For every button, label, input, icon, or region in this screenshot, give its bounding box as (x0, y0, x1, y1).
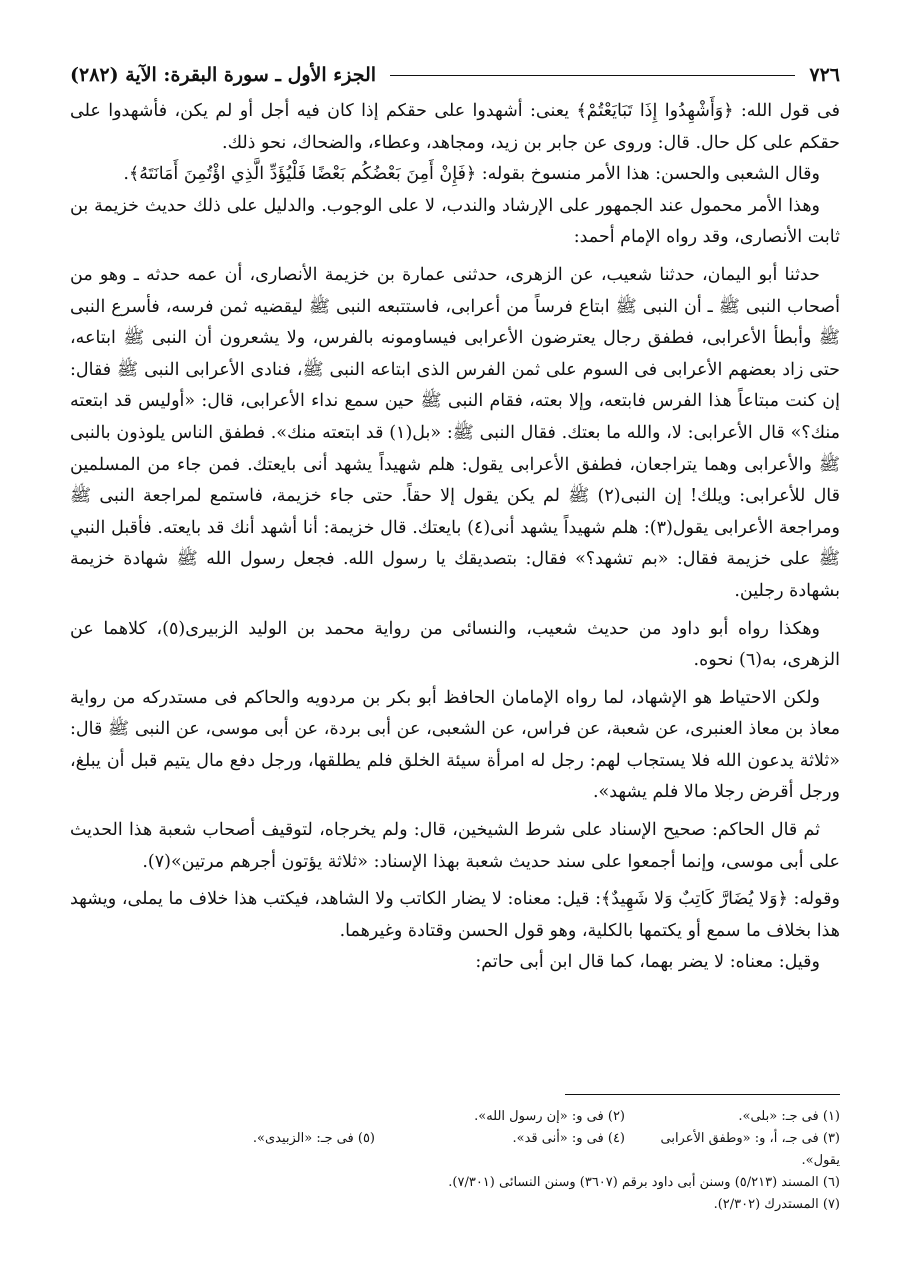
footnote: (٥) فى جـ: «الزبيدى». (252, 1131, 375, 1146)
paragraph: وقيل: معناه: لا يضر بهما، كما قال ابن أبى حاتم: (475, 952, 820, 973)
footnote-row (70, 1194, 840, 1216)
footnote: (٧) المستدرك (٢/٣٠٢). (713, 1197, 840, 1212)
footnote: (٣) فى جـ، أ، و: «وطفق الأعرابى يقول». (660, 1131, 840, 1168)
page-header (70, 60, 840, 90)
footnote: (٤) فى و: «أنى قد». (512, 1131, 625, 1146)
footnote-row (70, 1106, 840, 1128)
paragraph: وقال الشعبى والحسن: هذا الأمر منسوخ بقوله: ﴿فَإِنْ أَمِنَ بَعْضُكُم بَعْضًا فَلْيُؤَدِّ الَّذِي اؤْتُمِنَ أَمَانَتَهُ﴾. (123, 164, 820, 185)
paragraph: وهكذا رواه أبو داود من حديث شعيب، والنسائى من رواية محمد بن الوليد الزبيرى(٥)، كلاهما عن الزهرى، به(٦) نحوه. (70, 618, 840, 671)
footnote-row (70, 1172, 840, 1194)
paragraph: وقوله: ﴿وَلا يُضَارَّ كَاتِبٌ وَلا شَهِيدٌ﴾: قيل: معناه: لا يضار الكاتب ولا الشاهد، فيكتب هذا خلاف ما يملى، ويشهد هذا بخلاف ما سمع أو يكتمها بالكلية، وهو قول الحسن وقتادة وغيرهما. (70, 889, 840, 941)
footnote-row (70, 1128, 840, 1172)
footnote: (٦) المسند (٥/٢١٣) وسنن أبى داود برقم (٣٦٠٧) وسنن النسائى (٧/٣٠١). (448, 1175, 840, 1190)
paragraph: ثم قال الحاكم: صحيح الإسناد على شرط الشيخين، قال: ولم يخرجاه، لتوقيف أصحاب شعبة هذا الحديث على أبى موسى، وإنما أجمعوا على سند حديث شعبة بهذا الإسناد: «ثلاثة يؤتون أجرهم مرتين»(٧). (70, 820, 840, 872)
main-text (70, 96, 840, 979)
paragraph: وهذا الأمر محمول عند الجمهور على الإرشاد والندب، لا على الوجوب. والدليل على ذلك حديث خزيمة بن ثابت الأنصارى، وقد رواه الإمام أحمد: (70, 195, 840, 248)
header-rule (390, 75, 795, 76)
hadith-paragraph: حدثنا أبو اليمان، حدثنا شعيب، عن الزهرى، حدثنى عمارة بن خزيمة الأنصارى، أن عمه حدثه ـ وهو من أصحاب النبى ﷺ ـ أن النبى ﷺ ابتاع فرساً من أعرابى، فاستتبعه النبى ﷺ ليقضيه ثمن فرسه، فأسرع النبى ﷺ وأبطأ الأعرابى، فطفق رجال يعترضون الأعرابى فيساومونه بالفرس، ولا يشعرون أن النبى ﷺ ابتاعه، حتى زاد بعضهم الأعرابى فى السوم على ثمن الفرس الذى ابتاعه النبى ﷺ، فنادى الأعرابى النبى ﷺ فقال: إن كنت مبتاعاً هذا الفرس فابتعه، وإلا بعته، فقام النبى ﷺ حين سمع نداء الأعرابى، قال: «أوليس قد ابتعته منك؟» قال الأعرابى: لا، والله ما بعتك. فقال النبى ﷺ: «بل(١) قد ابتعته منك». فطفق الناس يلوذون بالنبى ﷺ والأعرابى وهما يتراجعان، فطفق الأعرابى يقول: هلم شهيداً يشهد أنى بايعتك. فمن جاء من المسلمين قال للأعرابى: ويلك! إن النبى(٢) ﷺ لم يكن يقول إلا حقاً. حتى جاء خزيمة، فاستمع لمراجعة النبى ﷺ ومراجعة الأعرابى يقول(٣): هلم شهيداً يشهد أنى(٤) بايعتك. قال خزيمة: أنا أشهد أنك قد بايعته. فأقبل النبي ﷺ على خزيمة فقال: «بم تشهد؟» فقال: بتصديقك يا رسول الله. فجعل رسول الله ﷺ شهادة خزيمة بشهادة رجلين. (70, 264, 840, 601)
footnote-rule (565, 1094, 840, 1095)
running-title: الجزء الأول ـ سورة البقرة: الآية (٢٨٢) (70, 64, 377, 86)
paragraph: ولكن الاحتياط هو الإشهاد، لما رواه الإمامان الحافظ أبو بكر بن مردويه والحاكم فى مستدركه من رواية معاذ بن معاذ العنبرى، عن شعبة، عن فراس، عن الشعبى، عن أبى بردة، عن أبى موسى، عن النبى ﷺ قال: «ثلاثة يدعون الله فلا يستجاب لهم: رجل له امرأة سيئة الخلق فلم يطلقها، ورجل دفع مال يتيم قبل أن يبلغ، ورجل أقرض رجلا مالا فلم يشهد». (70, 687, 840, 803)
page-number: ٧٢٦ (809, 64, 840, 86)
footnote: (٢) فى و: «إن رسول الله». (474, 1109, 625, 1124)
footnotes (70, 1106, 840, 1216)
book-page (70, 60, 840, 1210)
paragraph: فى قول الله: ﴿وَأَشْهِدُوا إِذَا تَبَايَعْتُمْ﴾ يعنى: أشهدوا على حقكم إذا كان فيه أجل أو لم يكن، فأشهدوا على حقكم على كل حال. قال: وروى عن جابر بن زيد، ومجاهد، وعطاء، والضحاك، نحو ذلك. (70, 101, 840, 153)
footnote: (١) فى جـ: «بلى». (738, 1109, 840, 1124)
